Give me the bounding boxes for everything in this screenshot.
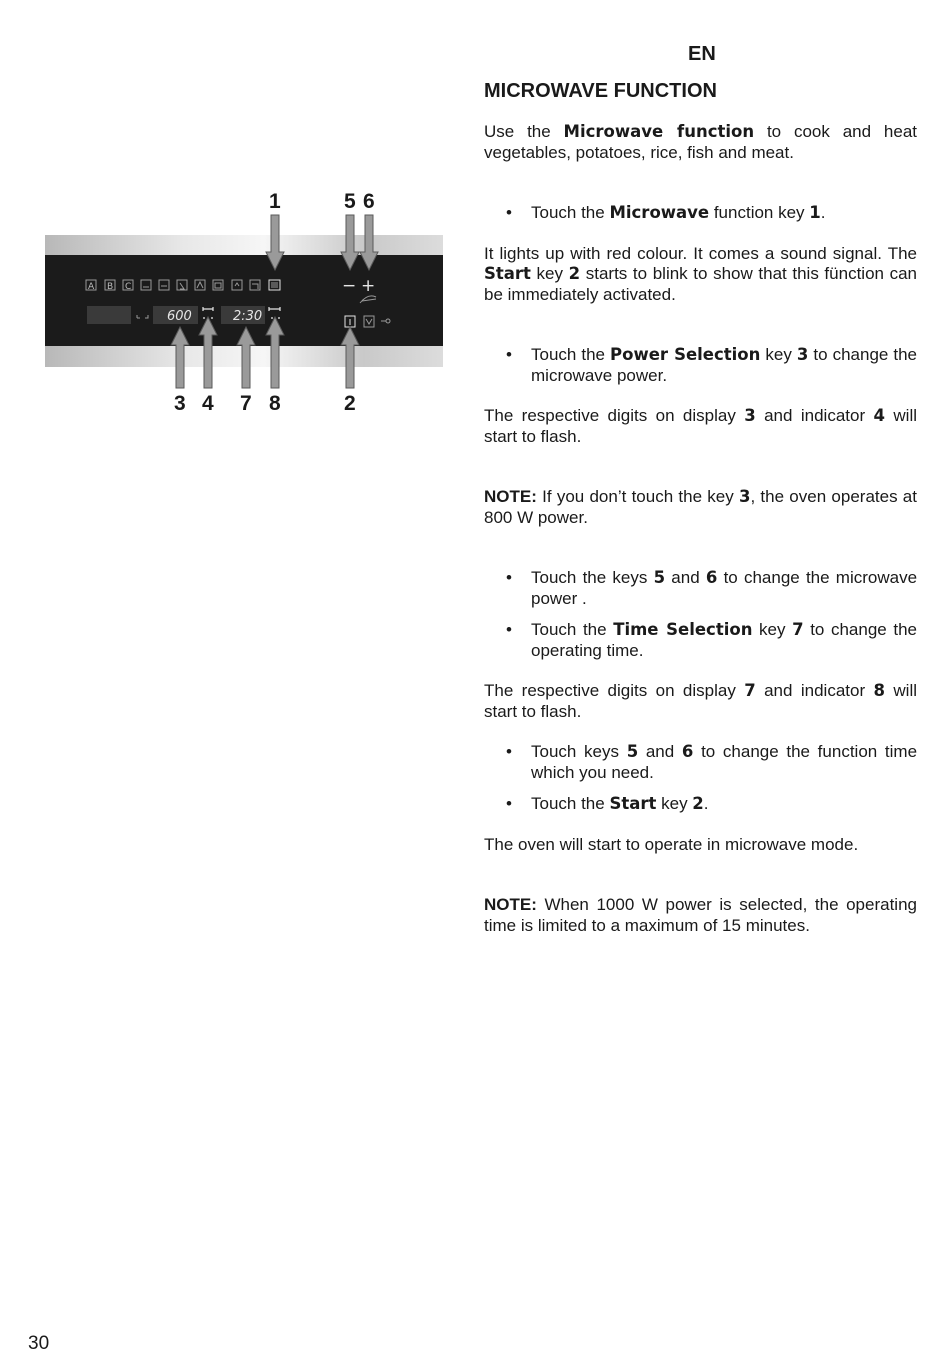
callout-4: 4 [202,392,214,415]
note-max-time: NOTE: When 1000 W power is selected, the operating time is limited to a maximum of 15 minutes. [484,895,917,935]
step-power-selection: • Touch the Power Selection key 3 to change the microwave power. [506,345,917,385]
step-microwave-key: • Touch the Microwave function key 1. [506,203,826,222]
note-default-power: NOTE: If you don’t touch the key 3, the oven operates at 800 W power. [484,487,917,527]
callout-6: 6 [363,190,375,213]
start-blink-paragraph: It lights up with red colour. It comes a sound signal. The Start key 2 starts to blink to show that this fünction can be immediately activated. [484,243,918,304]
power-flash-paragraph: The respective digits on display 3 and indicator 4 will start to flash. [484,406,917,446]
page-number: 30 [28,1333,50,1354]
clock-display [87,306,131,324]
callout-3: 3 [174,392,186,415]
step-time-selection: • Touch the Time Selection key 7 to change the operating time. [506,620,917,660]
instructions-column [484,80,917,936]
mode-key-b-label: B [107,282,114,292]
callout-7: 7 [240,392,252,415]
time-display-value: 2:30 [233,309,263,324]
minus-key[interactable]: − [342,276,357,296]
step-touch-start: • Touch the Start key 2. [506,794,709,813]
step-change-time: • Touch keys 5 and 6 to change the function time which you need. [506,742,918,782]
intro-paragraph: Use the Microwave function to cook and heat vegetables, potatoes, rice, fish and meat. [484,122,917,162]
section-title: MICROWAVE FUNCTION [484,80,717,102]
plus-key[interactable]: + [361,276,376,296]
time-flash-paragraph: The respective digits on display 7 and indicator 8 will start to flash. [484,681,917,721]
callout-1: 1 [269,190,281,213]
callout-2: 2 [344,392,356,415]
callout-8: 8 [269,392,281,415]
operate-paragraph: The oven will start to operate in microwave mode. [484,834,859,854]
language-label: EN [688,43,716,65]
mode-key-c-label: C [125,282,132,292]
callout-5: 5 [344,190,356,213]
mode-key-a-label: A [88,282,95,292]
control-panel-figure [40,185,450,420]
step-change-power: • Touch the keys 5 and 6 to change the microwave power . [506,568,918,608]
power-display-value: 600 [167,309,192,324]
